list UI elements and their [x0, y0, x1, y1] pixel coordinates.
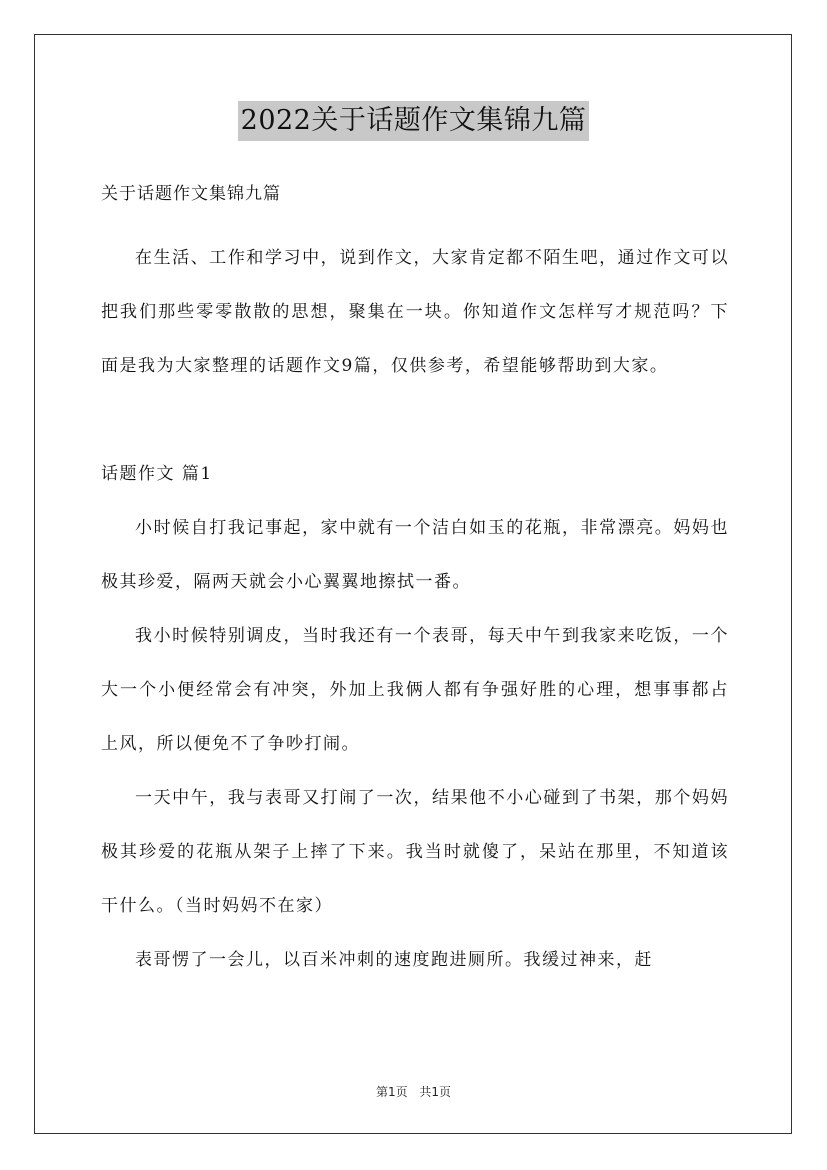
page-total: 共1页	[419, 1085, 452, 1099]
intro-paragraph: 在生活、工作和学习中，说到作文，大家肯定都不陌生吧，通过作文可以把我们那些零零散散的思想，聚集在一块。你知道作文怎样写才规范吗？下面是我为大家整理的话题作文9篇，仅供参考，希望能够帮助到大家。	[101, 248, 729, 376]
body-paragraph: 表哥愣了一会儿，以百米冲刺的速度跑进厕所。我缓过神来，赶	[135, 950, 653, 970]
page-footer	[0, 1083, 827, 1101]
page-number: 第1页	[375, 1085, 408, 1099]
body-paragraph: 一天中午，我与表哥又打闹了一次，结果他不小心碰到了书架，那个妈妈极其珍爱的花瓶从架子上摔了下来。我当时就傻了，呆站在那里，不知道该干什么。（当时妈妈不在家）	[101, 788, 729, 916]
section-heading: 话题作文 篇1	[101, 464, 213, 484]
title-container	[0, 101, 827, 141]
document-title: 2022关于话题作文集锦九篇	[238, 101, 590, 141]
document-body	[101, 231, 729, 987]
body-paragraph: 我小时候特别调皮，当时我还有一个表哥，每天中午到我家来吃饭，一个大一个小便经常会有冲突，外加上我俩人都有争强好胜的心理，想事事都占上风，所以便免不了争吵打闹。	[101, 626, 729, 754]
section-gap	[101, 393, 729, 447]
body-paragraph: 小时候自打我记事起，家中就有一个洁白如玉的花瓶，非常漂亮。妈妈也极其珍爱，隔两天就会小心翼翼地擦拭一番。	[101, 518, 729, 592]
document-subtitle: 关于话题作文集锦九篇	[101, 184, 281, 204]
